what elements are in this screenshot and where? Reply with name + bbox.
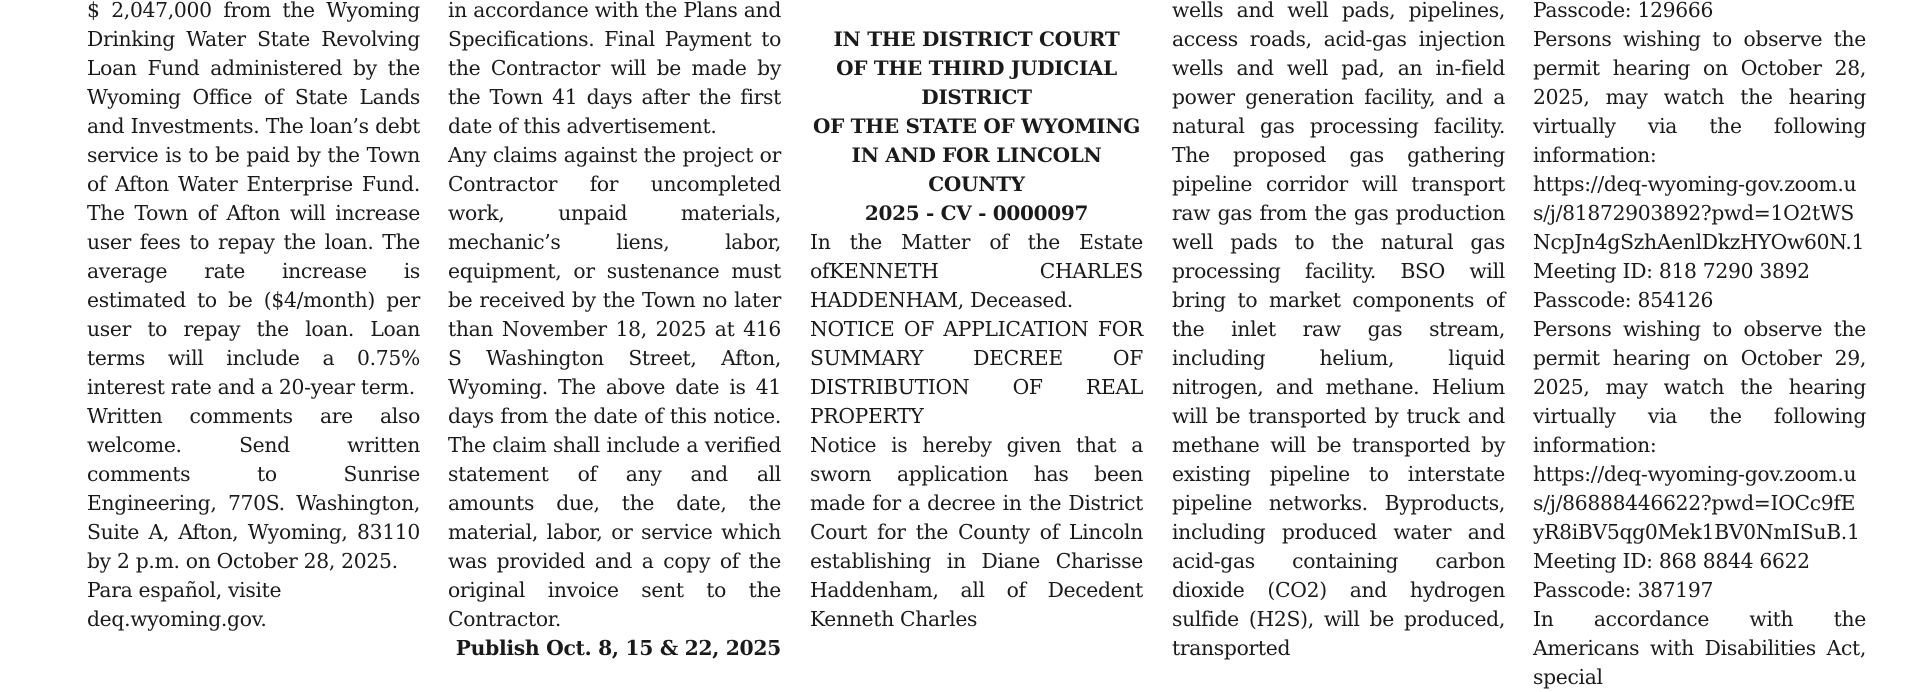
loan-fund-paragraph: $ 2,047,000 from the Wyoming Drinking Water State Revolving Loan Fund administered by the Wyoming Office of State Lands and Investments. The loan’s debt service is to be paid by the Town of Afton Water Enterprise Fund. The Town of Afton will increase user fees to repay the loan. The average rate increase is estimated to be ($4/month) per user to repay the loan. Loan terms will include a 0.75% interest rate and a 20-year term. (87, 0, 420, 399)
meeting-id-2: Meeting ID: 868 8844 6622 (1533, 549, 1810, 573)
court-heading-line-4: IN AND FOR LINCOLN COUNTY (851, 143, 1102, 196)
written-comments-paragraph: Written comments are also welcome. Send written comments to Sunrise Engineering, 770S. Washington, Suite A, Afton, Wyoming, 83110 by 2 p.m. on October 28, 2025. (87, 404, 420, 573)
zoom-link-2[interactable]: https://deq-wyoming-gov.zoom.us/j/86888446622?pwd=IOCc9fEyR8iBV5qg0Mek1BV0NmISuB.1 (1533, 462, 1860, 544)
hearing-oct-28-paragraph: Persons wishing to observe the permit hearing on October 28, 2025, may watch the hearing virtually via the following information: (1533, 27, 1866, 167)
passcode-1: Passcode: 129666 (1533, 0, 1714, 22)
hearing-oct-29-paragraph: Persons wishing to observe the permit hearing on October 29, 2025, may watch the hearing virtually via the following information: (1533, 317, 1866, 457)
passcode-3: Passcode: 387197 (1533, 578, 1714, 602)
ada-paragraph: In accordance with the Americans with Disabilities Act, special (1533, 607, 1866, 689)
estate-matter-paragraph: In the Matter of the Estate ofKENNETH CHARLES HADDENHAM, Deceased. (810, 230, 1143, 312)
column-4 (1172, 0, 1505, 663)
column-3 (810, 0, 1143, 634)
passcode-2: Passcode: 854126 (1533, 288, 1714, 312)
court-heading-line-3: OF THE STATE OF WYOMING (812, 114, 1141, 138)
column-2 (448, 0, 781, 663)
publish-dates: Publish Oct. 8, 15 & 22, 2025 (455, 636, 781, 660)
notice-body-paragraph: Notice is hereby given that a sworn application has been made for a decree in the District Court for the County of Lincoln establishing in Diane Charisse Haddenham, all of Decedent Kenneth Charles (810, 433, 1143, 631)
column-1 (87, 0, 420, 634)
final-payment-paragraph: in accordance with the Plans and Specifications. Final Payment to the Contractor will be made by the Town 41 days after the first date of this advertisement. (448, 0, 781, 138)
notice-title: NOTICE OF APPLICATION FOR SUMMARY DECREE OF DISTRIBUTION OF REAL PROPERTY (810, 317, 1143, 428)
case-number: 2025 - CV - 0000097 (864, 201, 1089, 225)
column-5 (1533, 0, 1866, 692)
claims-paragraph: Any claims against the project or Contractor for uncompleted work, unpaid materials, mechanic’s liens, labor, equipment, or sustenance must be received by the Town no later than November 18, 2025 at 416 S Washington Street, Afton, Wyoming. The above date is 41 days from the date of this notice. The claim shall include a verified statement of any and all amounts due, the date, the material, labor, or service which was provided and a copy of the original invoice sent to the Contractor. (448, 143, 781, 631)
court-heading-line-1: IN THE DISTRICT COURT (833, 27, 1120, 51)
spanish-info-paragraph: Para español, visite deq.wyoming.gov. (87, 578, 282, 631)
court-heading-line-2: OF THE THIRD JUDICIAL DISTRICT (836, 56, 1117, 109)
zoom-link-1[interactable]: https://deq-wyoming-gov.zoom.us/j/81872903892?pwd=1O2tWSNcpJn4gSzhAenlDkzHYOw60N.1 (1533, 172, 1865, 254)
meeting-id-1: Meeting ID: 818 7290 3892 (1533, 259, 1810, 283)
project-description-paragraph: wells and well pads, pipelines, access roads, acid-gas injection wells and well pad, an in-field power generation facility, and a natural gas processing facility. The proposed gas gathering pipeline corridor will transport raw gas from the gas production well pads to the natural gas processing facility. BSO will bring to market components of the inlet raw gas stream, including helium, liquid nitrogen, and methane. Helium will be transported by truck and methane will be transported by existing pipeline to interstate pipeline networks. Byproducts, including produced water and acid-gas containing carbon dioxide (CO2) and hydrogen sulfide (H2S), will be produced, transported (1172, 0, 1505, 660)
